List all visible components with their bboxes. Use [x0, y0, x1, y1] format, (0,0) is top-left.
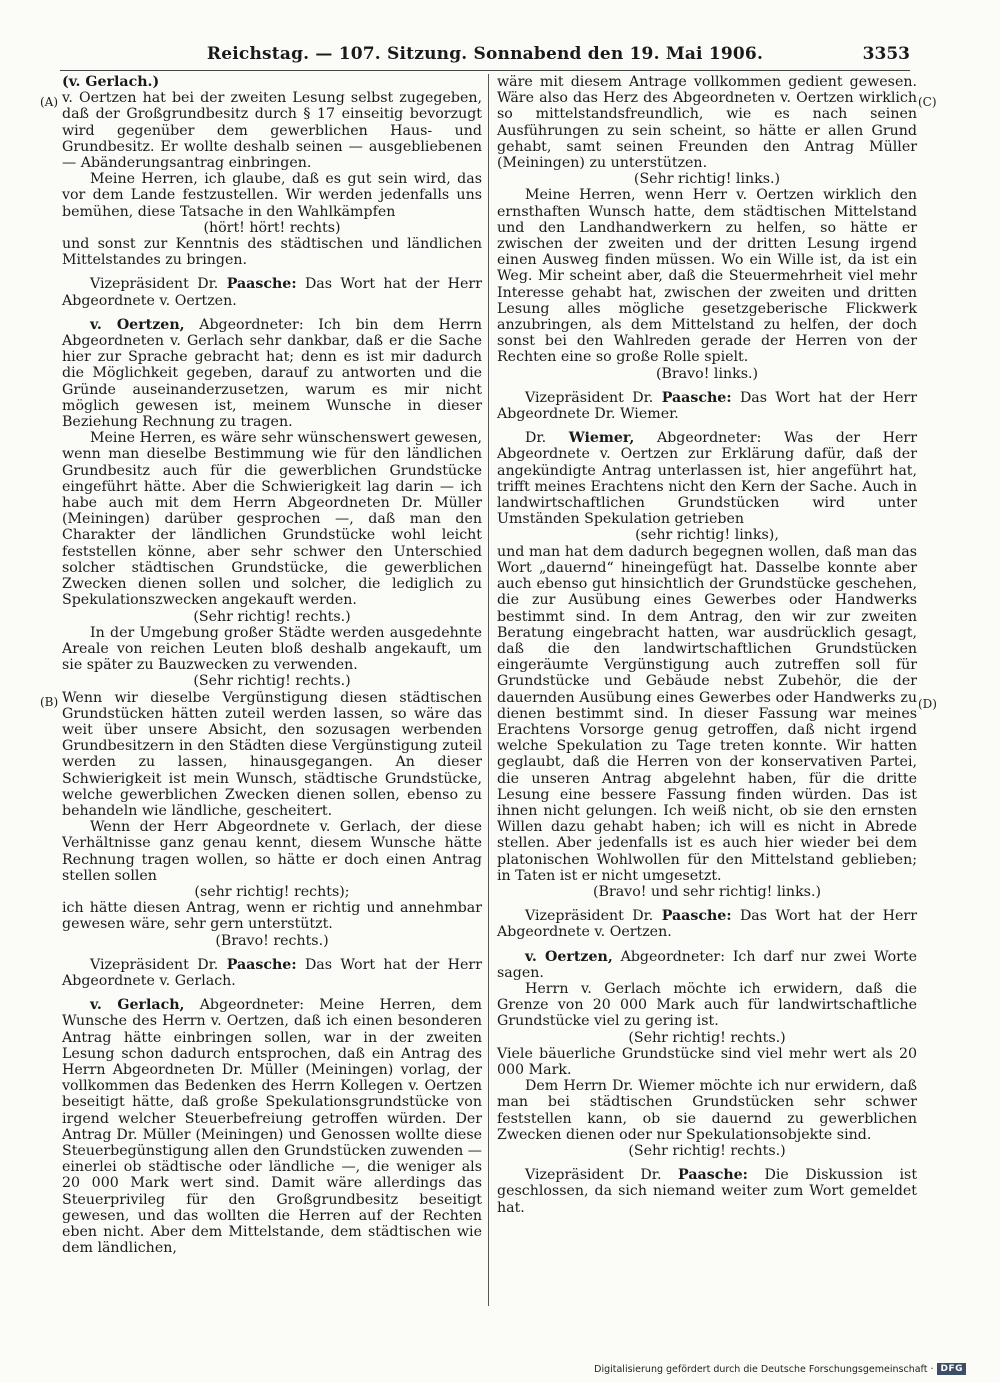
interjection: (Sehr richtig! links.) [633, 171, 781, 188]
paragraph: Wenn der Herr Abgeordnete v. Gerlach, der diese Verhältnisse ganz genau kennt, diesem Wunsche hätte Rechnung tragen wollen, so hätte er doch einen Antrag stellen sollen [62, 819, 482, 884]
margin-mark-d: (D) [918, 697, 937, 711]
interjection: (Sehr richtig! rechts.) [193, 673, 351, 690]
digitization-footer [594, 1363, 966, 1375]
interjection: (sehr richtig! links), [635, 527, 779, 544]
page-header-title: Reichstag. — 107. Sitzung. Sonnabend den 19. Mai 1906. [206, 44, 764, 64]
paragraph: wäre mit diesem Antrage vollkommen gedient gewesen. Wäre also das Herz des Abgeordneten v. Oertzen wirklich so mittelstandsfreundlich, wie es nach seinen Ausführungen zu sein scheint, so hätte er allen Grund gehabt, samt seinen Freunden den Antrag Müller (Meiningen) zu unterstützen. [497, 74, 917, 172]
footer-text: Digitalisierung gefördert durch die Deutsche Forschungsgemeinschaft · [594, 1363, 934, 1375]
page-header [60, 44, 910, 70]
interjection: (Bravo! rechts.) [215, 932, 329, 949]
interjection: (Sehr richtig! rechts.) [193, 608, 351, 625]
interjection: (Bravo! und sehr richtig! links.) [592, 883, 821, 900]
vice-president-remark: Vizepräsident Dr. Paasche: Das Wort hat der Herr Abgeordnete v. Oertzen. [497, 908, 917, 941]
paragraph: und sonst zur Kenntnis des städtischen und ländlichen Mittelstandes zu bringen. [62, 236, 482, 269]
vice-president-remark: Vizepräsident Dr. Paasche: Das Wort hat der Herr Abgeordnete v. Oertzen. [62, 276, 482, 309]
vice-president-remark: Vizepräsident Dr. Paasche: Das Wort hat der Herr Abgeordnete v. Gerlach. [62, 956, 482, 989]
margin-mark-b: (B) [40, 695, 59, 709]
interjection: (hört! hört! rechts) [203, 219, 341, 236]
interjection: (sehr richtig! rechts); [194, 883, 350, 900]
interjection: (Sehr richtig! rechts.) [628, 1029, 786, 1046]
vice-president-remark: Vizepräsident Dr. Paasche: Das Wort hat der Herr Abgeordnete Dr. Wiemer. [497, 389, 917, 423]
vice-president-remark: Vizepräsident Dr. Paasche: Die Diskussion ist geschlossen, da sich niemand weiter zum Wort gemeldet hat. [497, 1167, 918, 1216]
speech-start: v. Oertzen, Abgeordneter: Ich darf nur zwei Worte sagen. [497, 948, 917, 981]
margin-mark-c: (C) [918, 95, 937, 109]
paragraph: Wenn wir dieselbe Vergünstigung diesen städtischen Grundstücken hätten zuteil werden lassen, so wäre das weit über unsere Absicht, den sozusagen werbenden Grundbesitzern in den Städten diese Vergünstigung zuteil werden zu lassen, hinausgegangen. An dieser Schwierigkeit ist mein Wunsch, städtische Grundstücke, welche gewerblichen Zwecken dienen sollen, ebenso zu behandeln wie ländliche, gescheitert. [62, 689, 482, 819]
paragraph: v. Oertzen hat bei der zweiten Lesung selbst zugegeben, daß der Großgrundbesitz durch § 17 einseitig bevorzugt wird gegenüber dem gewerblichen Haus- und Grundbesitz. Er wollte deshalb seinen — ausgebliebenen — Abänderungsantrag einbringen. [62, 90, 482, 172]
paragraph: ich hätte diesen Antrag, wenn er richtig und annehmbar gewesen wäre, sehr gern unterstützt. [62, 900, 482, 933]
column-divider [488, 74, 489, 1306]
dfg-logo: DFG [937, 1363, 966, 1375]
paragraph: Viele bäuerliche Grundstücke sind viel mehr wert als 20 000 Mark. [497, 1045, 917, 1078]
paragraph: Meine Herren, es wäre sehr wünschenswert gewesen, wenn man dieselbe Bestimmung wie für den ländlichen Grundbesitz auch für die gewerblichen Grundstücke eingeführt hätte. Aber die Schwierigkeit lag darin — ich habe auch mit dem Herrn Abgeordneten Dr. Müller (Meiningen) darüber gesprochen —, daß man den Charakter der ländlichen Grundstücke wohl leicht feststellen könne, aber sehr schwer den Unterschied solcher städtischen Grundstücke, die gewerblichen Zwecken dienen sollen und solcher, die lediglich zu Spekulationszwecken angekauft werden. [62, 430, 482, 609]
speech-start: Dr. Wiemer, Abgeordneter: Was der Herr Abgeordnete v. Oertzen zur Erklärung dafür, daß der angekündigte Antrag unterlassen ist, hier angeführt hat, trifft meines Erachtens nicht den Kern der Sache. Auch in landwirtschaftlichen Grundstücken wird unter Umständen Spekulation getrieben [497, 430, 917, 528]
paragraph: Meine Herren, wenn Herr v. Oertzen wirklich den ernsthaften Wunsch hatte, dem städtischen Mittelstand und den Landhandwerkern zu helfen, so hätte er zwischen der zweiten und der dritten Lesung irgend einen Ausweg finden müssen. Wo ein Wille ist, da ist ein Weg. Mir scheint aber, daß die Steuermehrheit viel mehr Interesse gehabt hat, zwischen der zweiten und dritten Lesung alles mögliche gesetzgeberische Flickwerk anzubringen, als dem Mittelstand zu helfen, der doch sonst bei den Wahlreden gerade der Herren von der Rechten eine so große Rolle spielt. [497, 187, 917, 366]
interjection: (Sehr richtig! rechts.) [628, 1143, 786, 1159]
margin-mark-a: (A) [40, 95, 59, 109]
continued-speaker: (v. Gerlach.) [62, 74, 160, 90]
header-rule [60, 70, 910, 71]
paragraph: und man hat dem dadurch begegnen wollen, daß man das Wort „dauernd“ hineingefügt hat. Dasselbe konnte aber auch ebenso gut hinsichtlich der Grundstücke geschehen, die zur Ausübung eines Gewerbes oder Handwerks bestimmt sind. In dem Antrag, den wir zur zweiten Beratung eingebracht hatten, war ausdrücklich gesagt, daß die den landwirtschaftlichen Grundstücken eingeräumte Vergünstigung auch zutreffen soll für Grundstücke und Gebäude nebst Zubehör, die der dauernden Ausübung eines Gewerbes oder Handwerks zu dienen bestimmt sind. In dieser Fassung war meines Erachtens Vorsorge genug getroffen, daß nicht irgend welche Spekulation zu Tage treten konnte. Wir hatten geglaubt, daß die Herren von der konservativen Partei, die unseren Antrag abgelehnt haben, für die dritte Lesung eine bessere Fassung finden würden. Das ist ihnen nicht gelungen. Ich weiß nicht, ob sie den ernsten Willen dazu gehabt haben; ich will es nicht in Abrede stellen. Aber jedenfalls ist es auch hier wieder bei dem platonischen Wohlwollen für den Mittelstand geblieben; in Taten ist er nicht umgesetzt. [497, 543, 917, 884]
speech-start: v. Oertzen, Abgeordneter: Ich bin dem Herrn Abgeordneten v. Gerlach sehr dankbar, daß er die Sache hier zur Sprache gebracht hat; denn es ist mir dadurch die Möglichkeit gegeben, darauf zu antworten und die Gründe auseinanderzusetzen, warum es mir nicht möglich gewesen ist, meinem Wunsche in dieser Beziehung Rechnung zu tragen. [62, 316, 482, 431]
paragraph: Herrn v. Gerlach möchte ich erwidern, daß die Grenze von 20 000 Mark auch für landwirtschaftliche Grundstücke viel zu gering ist. [497, 980, 917, 1030]
right-column [497, 74, 917, 1216]
left-column [62, 74, 482, 1256]
page-number: 3353 [862, 44, 910, 64]
speech-start: v. Gerlach, Abgeordneter: Meine Herren, dem Wunsche des Herrn v. Oertzen, daß ich einen besonderen Antrag hätte einbringen sollen, war in der zweiten Lesung schon dadurch entsprochen, daß ein Antrag des Herrn Abgeordneten Dr. Müller (Meiningen) vorlag, der vollkommen das Bedenken des Herrn Kollegen v. Oertzen beseitigt hätte, daß große Spekulationsgrundstücke von irgend welcher Steuerbefreiung getroffen würden. Der Antrag Dr. Müller (Meiningen) und Genossen wollte diese Steuerbegünstigung allen den Grundstücken zuwenden — einerlei ob städtische oder ländliche —, die weniger als 20 000 Mark wert sind. Damit wäre allerdings das Steuerprivileg für den Großgrundbesitz beseitigt gewesen, und das wollten die Herren auf der Rechten eben nicht. Aber dem Mittelstande, dem städtischen wie dem ländlichen, [62, 997, 482, 1257]
paragraph: Meine Herren, ich glaube, daß es gut sein wird, das vor dem Lande festzustellen. Wir werden jedenfalls uns bemühen, diese Tatsache in den Wahlkämpfen [62, 171, 482, 220]
paragraph: Dem Herrn Dr. Wiemer möchte ich nur erwidern, daß man bei städtischen Grundstücken sehr schwer feststellen kann, ob sie dauernd zu gewerblichen Zwecken dienen oder nur Spekulationsobjekte sind. [497, 1078, 917, 1143]
paragraph: In der Umgebung großer Städte werden ausgedehnte Areale von reichen Leuten bloß deshalb angekauft, um sie später zu Bauzwecken zu verwenden. [62, 624, 482, 674]
interjection: (Bravo! links.) [655, 365, 759, 382]
